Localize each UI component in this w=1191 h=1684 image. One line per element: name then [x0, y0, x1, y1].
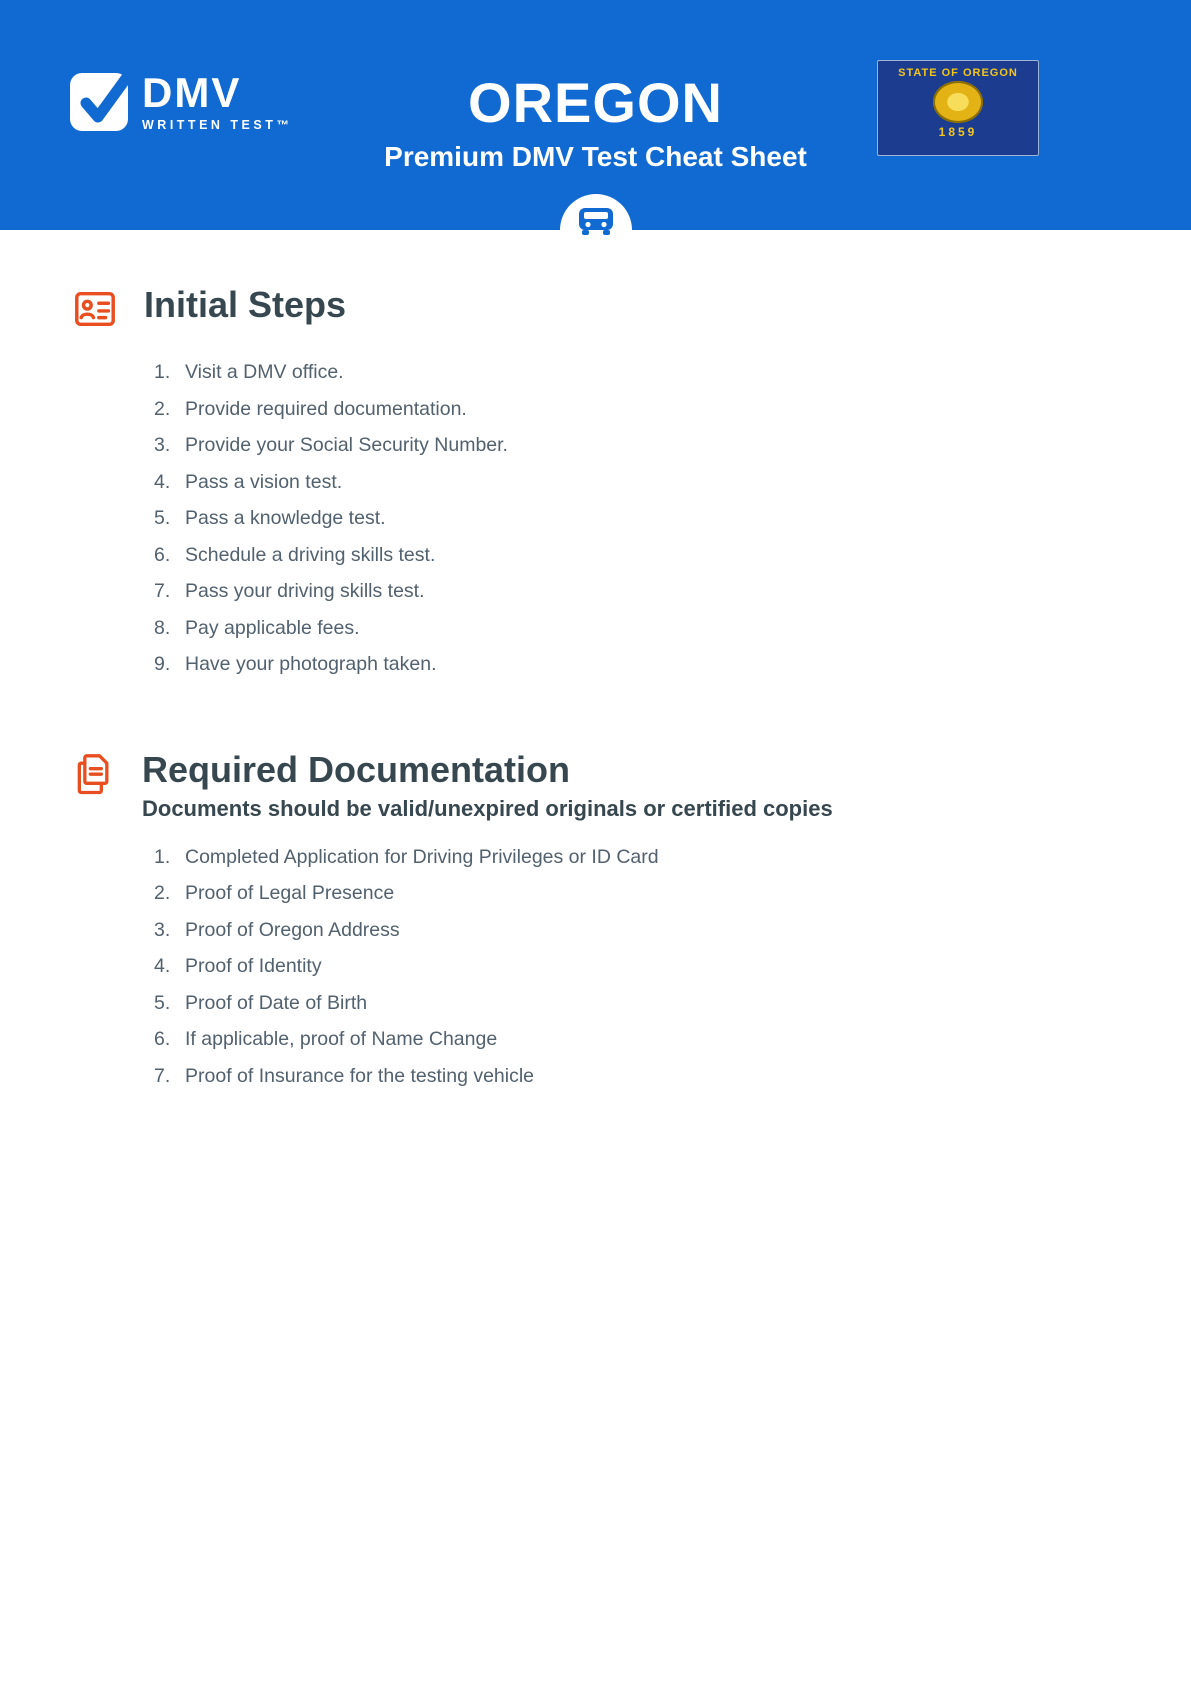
page-content — [0, 230, 1191, 1086]
list-item: Pass your driving skills test. — [185, 580, 425, 602]
section-header — [72, 749, 1119, 822]
list-item: Schedule a driving skills test. — [185, 543, 436, 566]
section-note: Documents should be valid/unexpired originals or certified copies — [142, 795, 833, 821]
required-documentation-section — [72, 749, 1119, 1087]
list-item: Have your photograph taken. — [185, 653, 437, 675]
list-item: Pass a vision test. — [185, 470, 343, 493]
list-item: Visit a DMV office. — [185, 361, 344, 383]
list-item: Pass a knowledge test. — [185, 507, 386, 529]
list-item: If applicable, proof of Name Change — [185, 1028, 498, 1051]
oregon-state-flag — [877, 60, 1039, 156]
section-title: Initial Steps — [144, 284, 347, 325]
page-title: OREGON — [468, 71, 723, 134]
list-item: Provide your Social Security Number. — [185, 434, 508, 456]
list-item: Pay applicable fees. — [185, 616, 360, 639]
section-header — [72, 284, 1119, 337]
car-icon — [560, 194, 632, 266]
required-documentation-list — [154, 845, 1119, 1087]
id-card-icon — [72, 286, 118, 337]
logo-title: DMV — [142, 69, 242, 116]
list-item: Proof of Insurance for the testing vehicle — [185, 1064, 535, 1087]
flag-year-text: 1859 — [938, 125, 978, 139]
oregon-seal-icon — [933, 81, 983, 123]
flag-top-text: STATE OF OREGON — [898, 67, 1018, 79]
list-item: Proof of Date of Birth — [185, 991, 368, 1014]
list-item: Proof of Identity — [185, 955, 322, 978]
list-item: Proof of Legal Presence — [185, 882, 395, 905]
initial-steps-list — [154, 363, 1119, 675]
header-banner — [0, 0, 1191, 230]
list-item: Completed Application for Driving Privileges or ID Card — [185, 845, 659, 868]
page-subtitle: Premium DMV Test Cheat Sheet — [384, 141, 807, 172]
documents-icon — [72, 751, 116, 806]
logo-subtitle: WRITTEN TEST™ — [142, 118, 293, 132]
section-title: Required Documentation — [142, 748, 571, 790]
list-item: Provide required documentation. — [185, 397, 467, 420]
list-item: Proof of Oregon Address — [185, 918, 400, 941]
initial-steps-section — [72, 284, 1119, 675]
